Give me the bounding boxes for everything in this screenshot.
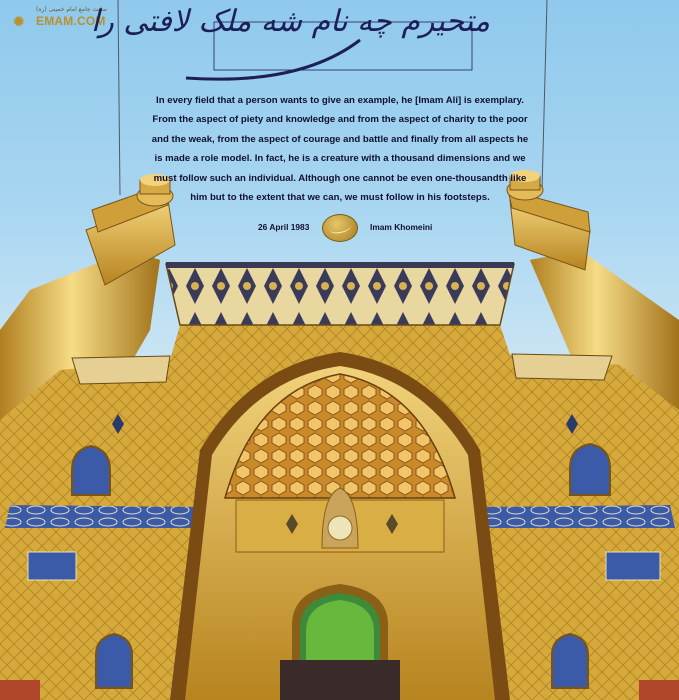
signature-seal-icon	[322, 214, 358, 242]
entrance-inscription	[280, 660, 400, 700]
logo-subtitle: سایت جامع امام خمینی (ره)	[36, 6, 107, 13]
hanging-chain-right	[542, 0, 547, 190]
sunburst-logo-icon: ✹	[12, 12, 26, 31]
blue-tile-band-right	[480, 505, 675, 528]
window-right-upper	[570, 444, 610, 495]
window-right-lower	[552, 634, 588, 688]
persian-title: متحیرم چه نام شه ملک لافتی را	[91, 4, 490, 39]
calligraphy-panel-right	[606, 552, 660, 580]
blue-tile-band-left	[5, 505, 200, 528]
quote-text: In every field that a person wants to give an example, he [Imam Ali] is exemplary. From the aspect of piety and knowledge and from the aspect of charity to the poor and the weak, from the aspect of courage and battle and finally from all aspects he is made a role model. In fact, he is a creature with a thousand dimensions and we must follow such an individual. Although one cannot be even one-thousandth like him but to the extent that we can, we must follow in his footsteps.	[151, 95, 529, 204]
quote-author: Imam Khomeini	[370, 222, 433, 232]
calligraphy-flourish	[186, 40, 360, 79]
calligraphy-panel-left	[28, 552, 76, 580]
window-left-lower	[96, 634, 132, 688]
quote-date: 26 April 1983	[258, 222, 310, 232]
window-left-upper	[72, 446, 110, 495]
logo-name: EMAM.COM	[36, 14, 106, 28]
